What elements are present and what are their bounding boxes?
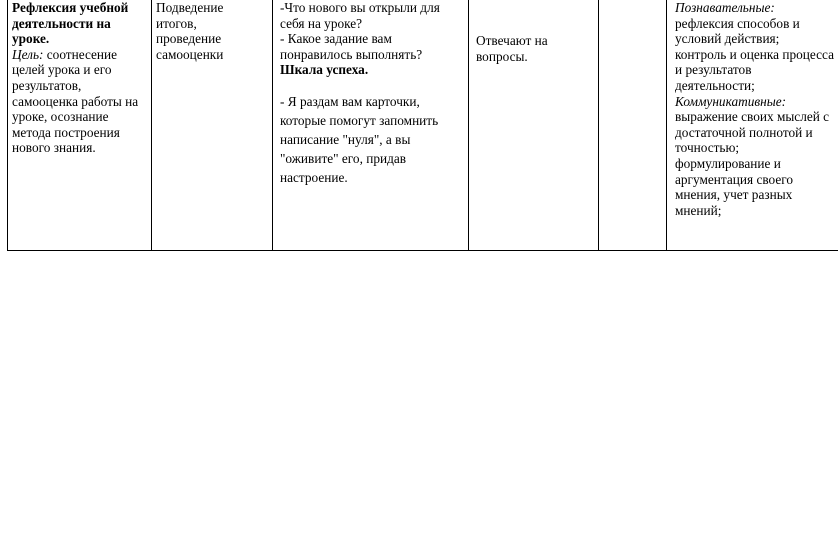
teacher-line: - Я раздам вам карточки, [280,93,420,109]
students-line: вопросы. [476,48,528,64]
goal-line: самооценка работы на [12,93,139,109]
goal-line: соотнесение [43,46,118,62]
communicative-label: Коммуникативные: [675,93,787,109]
communicative-line: точностью; [675,140,740,156]
cognitive-line: контроль и оценка процесса [675,46,835,62]
cognitive-line: деятельности; [675,77,755,93]
task-line: самооценки [156,46,224,62]
success-scale-label: Шкала успеха. [280,62,369,78]
teacher-line: -Что нового вы открыли для [280,0,440,15]
stage-title-line: уроке. [12,31,50,47]
goal-line: результатов, [12,77,82,93]
teacher-line: - Какое задание вам [280,31,392,47]
task-line: Подведение [156,0,224,15]
cognitive-line: и результатов [675,62,752,78]
empty-cell [599,0,667,250]
teacher-line: себя на уроке? [280,15,363,31]
teacher-line: понравилось выполнять? [280,46,423,62]
teacher-line: написание "нуля", а вы [280,131,411,147]
communicative-line: мнений; [675,202,722,218]
communicative-line: аргументация своего [675,171,794,187]
teacher-line: "оживите" его, придав [280,150,407,166]
goal-line: нового знания. [12,140,96,156]
stage-title-line: деятельности на [12,15,111,31]
teacher-line: которые помогут запомнить [280,112,439,128]
goal-label: Цель: [12,46,44,62]
cognitive-line: условий действия; [675,31,780,47]
task-line: проведение [156,31,222,47]
task-line: итогов, [156,15,197,31]
results-cell [667,0,838,250]
stage-cell [8,0,152,250]
teacher-activity-cell [273,0,469,250]
task-cell [152,0,273,250]
lesson-plan-table [7,0,838,251]
communicative-line: формулирование и [675,155,781,171]
students-line: Отвечают на [476,33,548,48]
communicative-line: выражение своих мыслей с [675,109,830,125]
stage-title-line: Рефлексия учебной [12,0,129,15]
communicative-line: достаточной полнотой и [675,124,813,140]
cognitive-line: рефлексия способов и [675,15,800,31]
goal-line: метода построения [12,124,120,140]
students-activity-cell [469,0,599,250]
communicative-line: мнения, учет разных [675,187,793,203]
teacher-line: настроение. [280,169,348,185]
goal-line: целей урока и его [12,62,112,78]
goal-line: уроке, осознание [12,109,109,125]
cognitive-label: Познавательные: [675,0,775,15]
